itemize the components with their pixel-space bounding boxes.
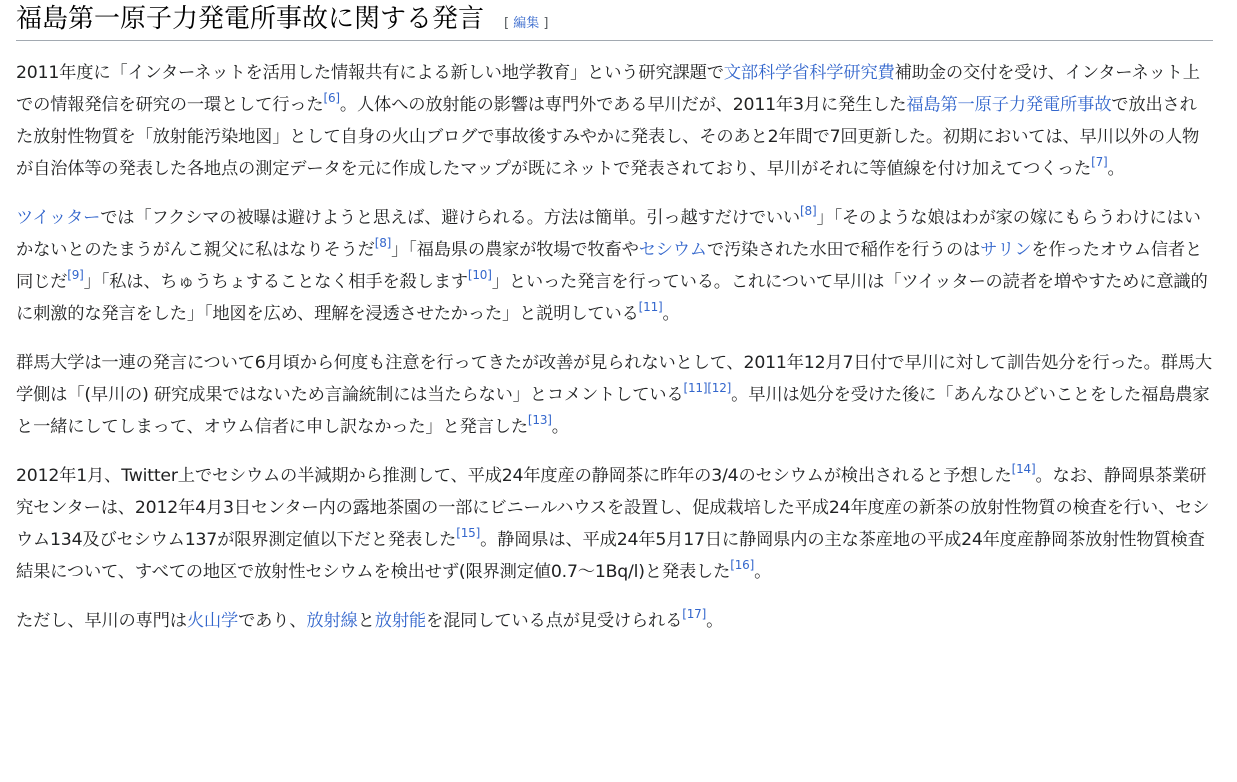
reference-link[interactable]: [10] [467, 268, 492, 283]
paragraph-text: 。 [1107, 159, 1125, 179]
reference-link[interactable]: [14] [1011, 462, 1036, 477]
paragraph-text: 2012年1月、Twitter上でセシウムの半減期から推測して、平成24年度産の静岡茶に昨年の3/4のセシウムが検出されると予想した [16, 466, 1012, 486]
wiki-link[interactable]: サリン [980, 240, 1032, 260]
reference-superscript [528, 413, 552, 427]
reference-superscript [1091, 155, 1107, 169]
reference-superscript [468, 268, 492, 282]
paragraph-5 [16, 605, 1213, 637]
paragraph-text: 。なお、静岡県茶業研究センターは、2012年4月3日センター内の露地茶園の一部にビニールハウスを設置し、促成栽培した平成24年度産の新茶の放射性物質の検査を行い、セシウム134及びセシウム137が限界測定値以下だと発表した [16, 466, 1210, 550]
reference-superscript [323, 91, 339, 105]
paragraph-text: 」「私は、ちゅうちょすることなく相手を殺します [83, 272, 468, 292]
reference-link[interactable]: [12] [707, 381, 732, 396]
paragraph-text: 。 [662, 304, 680, 324]
paragraph-text: と [357, 611, 375, 631]
reference-superscript [67, 268, 83, 282]
edit-link[interactable]: 編集 [513, 16, 540, 31]
reference-link[interactable]: [15] [456, 526, 481, 541]
paragraph-text: では「フクシマの被曝は避けようと思えば、避けられる。方法は簡単。引っ越すだけでいい [100, 208, 801, 228]
wiki-link[interactable]: 福島第一原子力発電所事故 [906, 95, 1112, 115]
section-title: 福島第一原子力発電所事故に関する発言 [16, 4, 485, 34]
reference-superscript [375, 236, 391, 250]
edit-bracket-close: ] [543, 16, 549, 31]
wiki-link[interactable]: 放射線 [306, 611, 358, 631]
reference-superscript [707, 381, 731, 395]
paragraph-text: 。早川は処分を受けた後に「あんなひどいことをした福島農家と一緒にしてしまって、オウム信者に申し訳なかった」と発言した [16, 385, 1210, 437]
reference-link[interactable]: [11] [638, 300, 663, 315]
reference-link[interactable]: [8] [374, 236, 392, 251]
paragraph-text: 」「そのような娘はわが家の嫁にもらうわけにはいかないとのたまうがんこ親父に私はなりそうだ [16, 208, 1201, 260]
section-heading-row [16, 0, 1213, 41]
reference-superscript [456, 526, 480, 540]
article-body [16, 57, 1213, 637]
paragraph-text: 。静岡県は、平成24年5月17日に静岡県内の主な茶産地の平成24年度産静岡茶放射性物質検査結果について、すべての地区で放射性セシウムを検出せず(限界測定値0.7〜1Bq/l)と発表した [16, 530, 1205, 582]
reference-superscript [800, 204, 816, 218]
paragraph-4 [16, 460, 1213, 588]
paragraph-text: を作ったオウム信者と同じだ [16, 240, 1203, 292]
wiki-link[interactable]: 文部科学省科学研究費 [723, 63, 895, 83]
reference-superscript [683, 381, 707, 395]
paragraph-text: 補助金の交付を受け、インターネット上での情報発信を研究の一環として行った [16, 63, 1200, 115]
reference-link[interactable]: [9] [67, 268, 84, 283]
paragraph-text: 。 [754, 562, 772, 582]
wiki-link[interactable]: セシウム [638, 240, 707, 260]
paragraph-text: を混同している点が見受けられる [426, 611, 683, 631]
reference-link[interactable]: [8] [800, 204, 817, 219]
wiki-link[interactable]: ツイッター [16, 208, 101, 228]
edit-section [504, 12, 548, 31]
paragraph-text: 。人体への放射能の影響は専門外である早川だが、2011年3月に発生した [339, 95, 907, 115]
reference-superscript [639, 300, 663, 314]
edit-bracket-open: [ [504, 16, 510, 31]
paragraph-text: であり、 [238, 611, 307, 631]
paragraph-text: ただし、早川の専門は [16, 611, 187, 631]
paragraph-text: 2011年度に「インターネットを活用した情報共有による新しい地学教育」という研究課題で [16, 63, 724, 83]
paragraph-text: 」「福島県の農家が牧場で牧畜や [391, 240, 639, 260]
reference-superscript [1012, 462, 1036, 476]
paragraph-text: 。 [706, 611, 724, 631]
reference-link[interactable]: [17] [682, 607, 707, 622]
reference-link[interactable]: [13] [527, 413, 552, 428]
reference-superscript [682, 607, 706, 621]
paragraph-text: 。 [551, 417, 569, 437]
reference-superscript [730, 558, 754, 572]
reference-link[interactable]: [11] [683, 381, 708, 396]
reference-link[interactable]: [6] [323, 91, 340, 106]
reference-link[interactable]: [7] [1091, 155, 1108, 170]
paragraph-text: で放出された放射性物質を「放射能汚染地図」として自身の火山ブログで事故後すみやかに発表し、そのあと2年間で7回更新した。初期においては、早川以外の人物が自治体等の発表した各地点の測定データを元に作成したマップが既にネットで発表されており、早川がそれに等値線を付け加えてつくった [16, 95, 1200, 179]
paragraph-text: 群馬大学は一連の発言について6月頃から何度も注意を行ってきたが改善が見られないとして、2011年12月7日付で早川に対して訓告処分を行った。群馬大学側は「(早川の) 研究成果ではないため言論統制には当たらない」とコメントしている [16, 353, 1212, 405]
paragraph-text: で汚染された水田で稲作を行うのは [706, 240, 981, 260]
paragraph-2 [16, 202, 1213, 330]
wiki-link[interactable]: 火山学 [186, 611, 239, 631]
paragraph-1 [16, 57, 1213, 185]
wiki-link[interactable]: 放射能 [374, 611, 426, 631]
paragraph-3 [16, 347, 1213, 443]
reference-link[interactable]: [16] [730, 558, 755, 573]
paragraph-text: 」といった発言を行っている。これについて早川は「ツイッターの読者を増やすために意識的に刺激的な発言をした」「地図を広め、理解を浸透させたかった」と説明している [16, 272, 1208, 324]
